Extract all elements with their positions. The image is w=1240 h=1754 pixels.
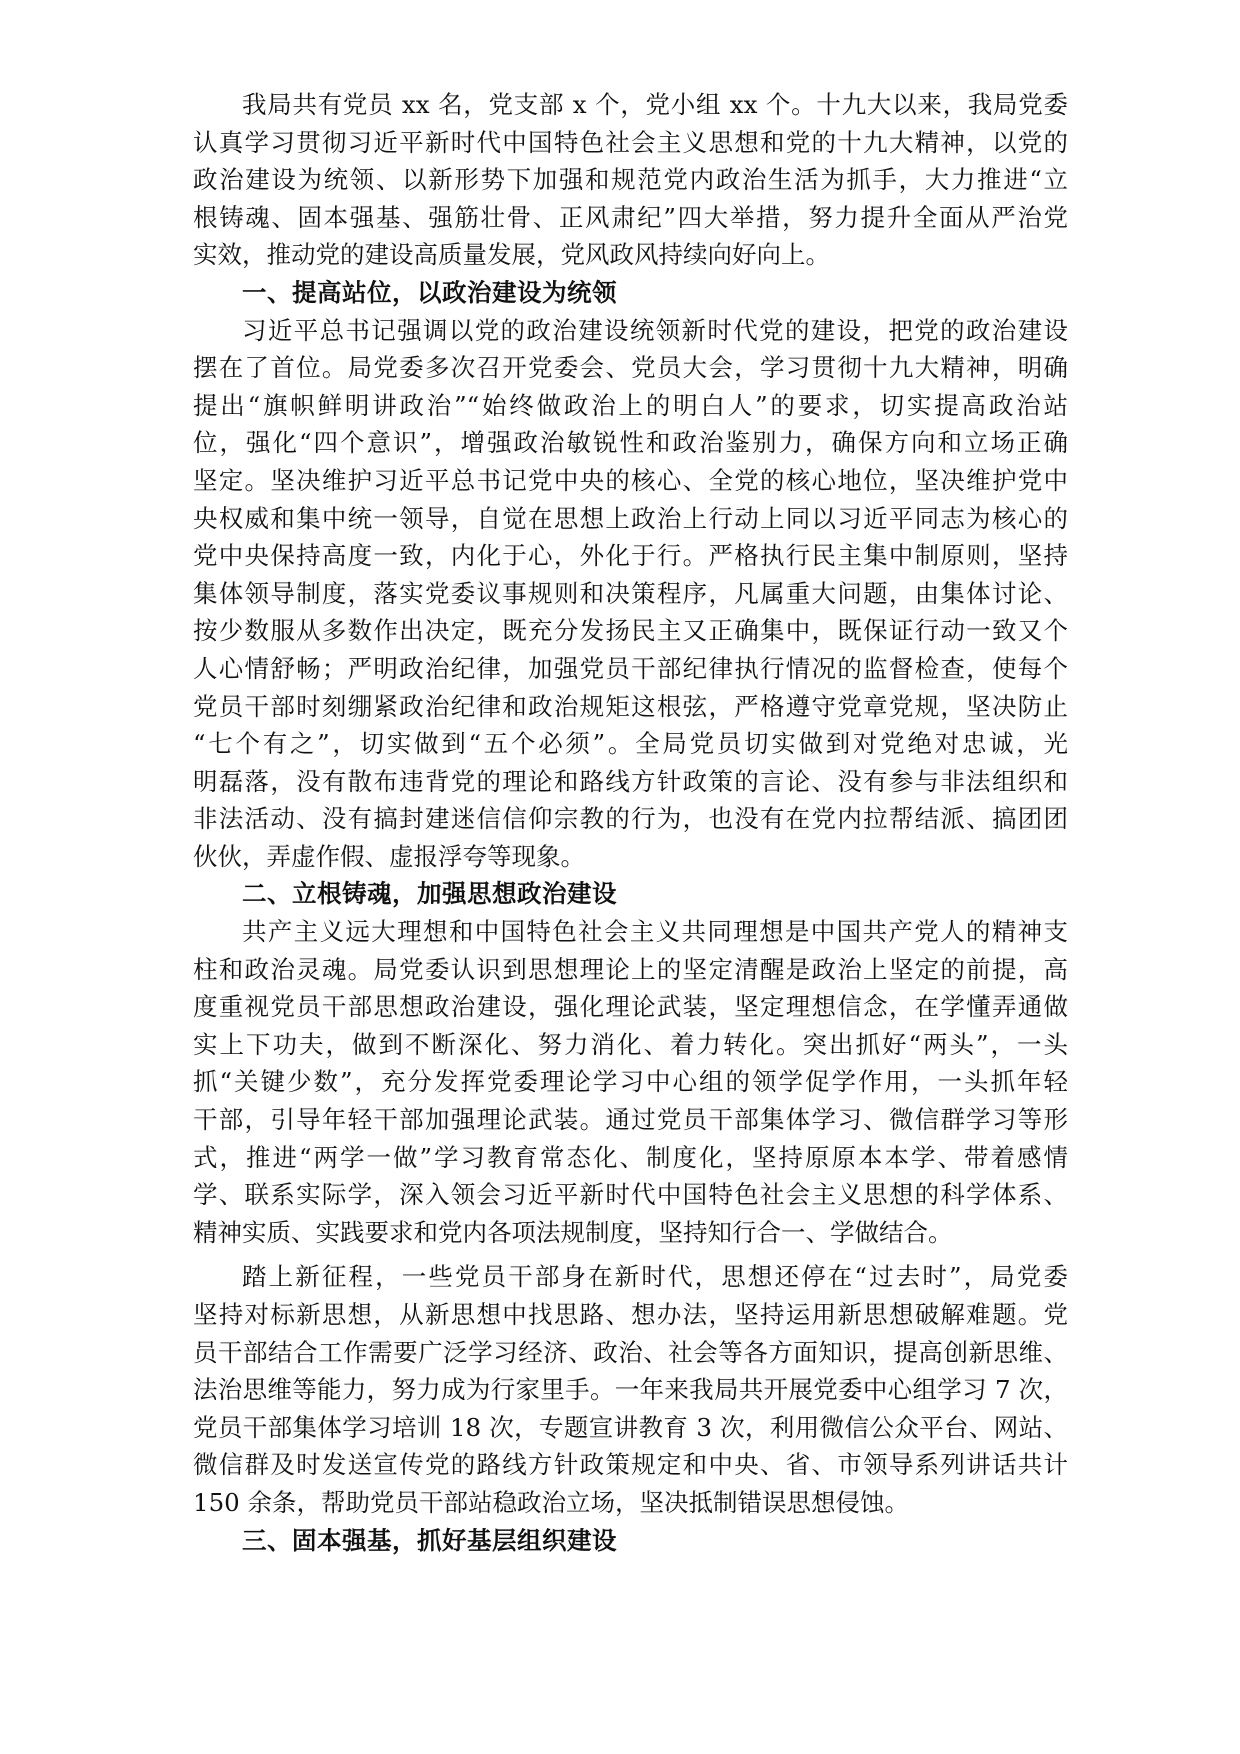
body-paragraph bbox=[193, 1258, 1068, 1521]
text-line: 政治建设为统领、以新形势下加强和规范党内政治生活为抓手，大力推进“立 bbox=[193, 165, 1068, 195]
text-line: 踏上新征程，一些党员干部身在新时代，思想还停在“过去时”，局党委 bbox=[242, 1262, 1068, 1292]
text-line: 认真学习贯彻习近平新时代中国特色社会主义思想和党的十九大精神，以党的 bbox=[193, 127, 1068, 157]
text-line: 人心情舒畅；严明政治纪律，加强党员干部纪律执行情况的监督检查，使每个 bbox=[193, 653, 1068, 683]
body-paragraph bbox=[193, 86, 1068, 274]
text-line: 微信群及时发送宣传党的路线方针政策规定和中央、省、市领导系列讲话共计 bbox=[193, 1450, 1068, 1480]
text-line: 摆在了首位。局党委多次召开党委会、党员大会，学习贯彻十九大精神，明确 bbox=[193, 353, 1068, 383]
text-line: 共产主义远大理想和中国特色社会主义共同理想是中国共产党人的精神支 bbox=[242, 917, 1068, 947]
text-line: 央权威和集中统一领导，自觉在思想上政治上行动上同以习近平同志为核心的 bbox=[193, 503, 1068, 533]
text-line: 式，推进“两学一做”学习教育常态化、制度化，坚持原原本本学、带着感情 bbox=[193, 1142, 1068, 1172]
text-line: 干部，引导年轻干部加强理论武装。通过党员干部集体学习、微信群学习等形 bbox=[193, 1105, 1068, 1135]
text-line: 法治思维等能力，努力成为行家里手。一年来我局共开展党委中心组学习 7 次， bbox=[193, 1375, 1068, 1405]
text-line: 伙伙，弄虚作假、虚报浮夸等现象。 bbox=[193, 841, 585, 871]
text-line: 实效，推动党的建设高质量发展，党风政风持续向好向上。 bbox=[193, 240, 830, 270]
text-line: 度重视党员干部思想政治建设，强化理论武装，坚定理想信念，在学懂弄通做 bbox=[193, 992, 1068, 1022]
text-line: 明磊落，没有散布违背党的理论和路线方针政策的言论、没有参与非法组织和 bbox=[193, 766, 1068, 796]
section-heading: 二、立根铸魂，加强思想政治建设 bbox=[242, 879, 617, 909]
text-line: 实上下功夫，做到不断深化、努力消化、着力转化。突出抓好“两头”，一头 bbox=[193, 1029, 1068, 1059]
text-line: 员干部结合工作需要广泛学习经济、政治、社会等各方面知识，提高创新思维、 bbox=[193, 1337, 1068, 1367]
text-line: 150 余条，帮助党员干部站稳政治立场，坚决抵制错误思想侵蚀。 bbox=[193, 1487, 910, 1517]
text-line: 非法活动、没有搞封建迷信信仰宗教的行为，也没有在党内拉帮结派、搞团团 bbox=[193, 804, 1068, 834]
body-paragraph bbox=[193, 913, 1068, 1251]
section-heading: 一、提高站位，以政治建设为统领 bbox=[242, 277, 617, 307]
text-line: 我局共有党员 xx 名，党支部 x 个，党小组 xx 个。十九大以来，我局党委 bbox=[242, 90, 1068, 119]
body-paragraph bbox=[193, 312, 1068, 876]
text-line: 党员干部集体学习培训 18 次，专题宣讲教育 3 次，利用微信公众平台、网站、 bbox=[193, 1412, 1068, 1442]
text-line: 根铸魂、固本强基、强筋壮骨、正风肃纪”四大举措，努力提升全面从严治党 bbox=[193, 202, 1068, 232]
text-line: 坚定。坚决维护习近平总书记党中央的核心、全党的核心地位，坚决维护党中 bbox=[193, 465, 1068, 495]
section-heading: 三、固本强基，抓好基层组织建设 bbox=[242, 1525, 617, 1555]
text-line: 位，强化“四个意识”，增强政治敏锐性和政治鉴别力，确保方向和立场正确 bbox=[193, 428, 1068, 458]
text-line: 抓“关键少数”，充分发挥党委理论学习中心组的领学促学作用，一头抓年轻 bbox=[193, 1067, 1068, 1097]
text-line: 党中央保持高度一致，内化于心，外化于行。严格执行民主集中制原则，坚持 bbox=[193, 541, 1068, 571]
text-line: 坚持对标新思想，从新思想中找思路、想办法，坚持运用新思想破解难题。党 bbox=[193, 1300, 1068, 1329]
text-line: 精神实质、实践要求和党内各项法规制度，坚持知行合一、学做结合。 bbox=[193, 1217, 953, 1247]
text-line: 按少数服从多数作出决定，既充分发扬民主又正确集中，既保证行动一致又个 bbox=[193, 616, 1068, 646]
text-line: 习近平总书记强调以党的政治建设统领新时代党的建设，把党的政治建设 bbox=[242, 315, 1068, 345]
text-line: 学、联系实际学，深入领会习近平新时代中国特色社会主义思想的科学体系、 bbox=[193, 1180, 1068, 1210]
text-line: “七个有之”，切实做到“五个必须”。全局党员切实做到对党绝对忠诚，光 bbox=[193, 729, 1068, 759]
text-line: 柱和政治灵魂。局党委认识到思想理论上的坚定清醒是政治上坚定的前提，高 bbox=[193, 954, 1068, 984]
text-line: 集体领导制度，落实党委议事规则和决策程序，凡属重大问题，由集体讨论、 bbox=[193, 578, 1068, 608]
text-line: 提出“旗帜鲜明讲政治”“始终做政治上的明白人”的要求，切实提高政治站 bbox=[193, 390, 1068, 420]
document-page bbox=[193, 86, 1068, 1559]
text-line: 党员干部时刻绷紧政治纪律和政治规矩这根弦，严格遵守党章党规，坚决防止 bbox=[193, 691, 1068, 721]
paragraph-spacer bbox=[193, 1251, 1068, 1258]
